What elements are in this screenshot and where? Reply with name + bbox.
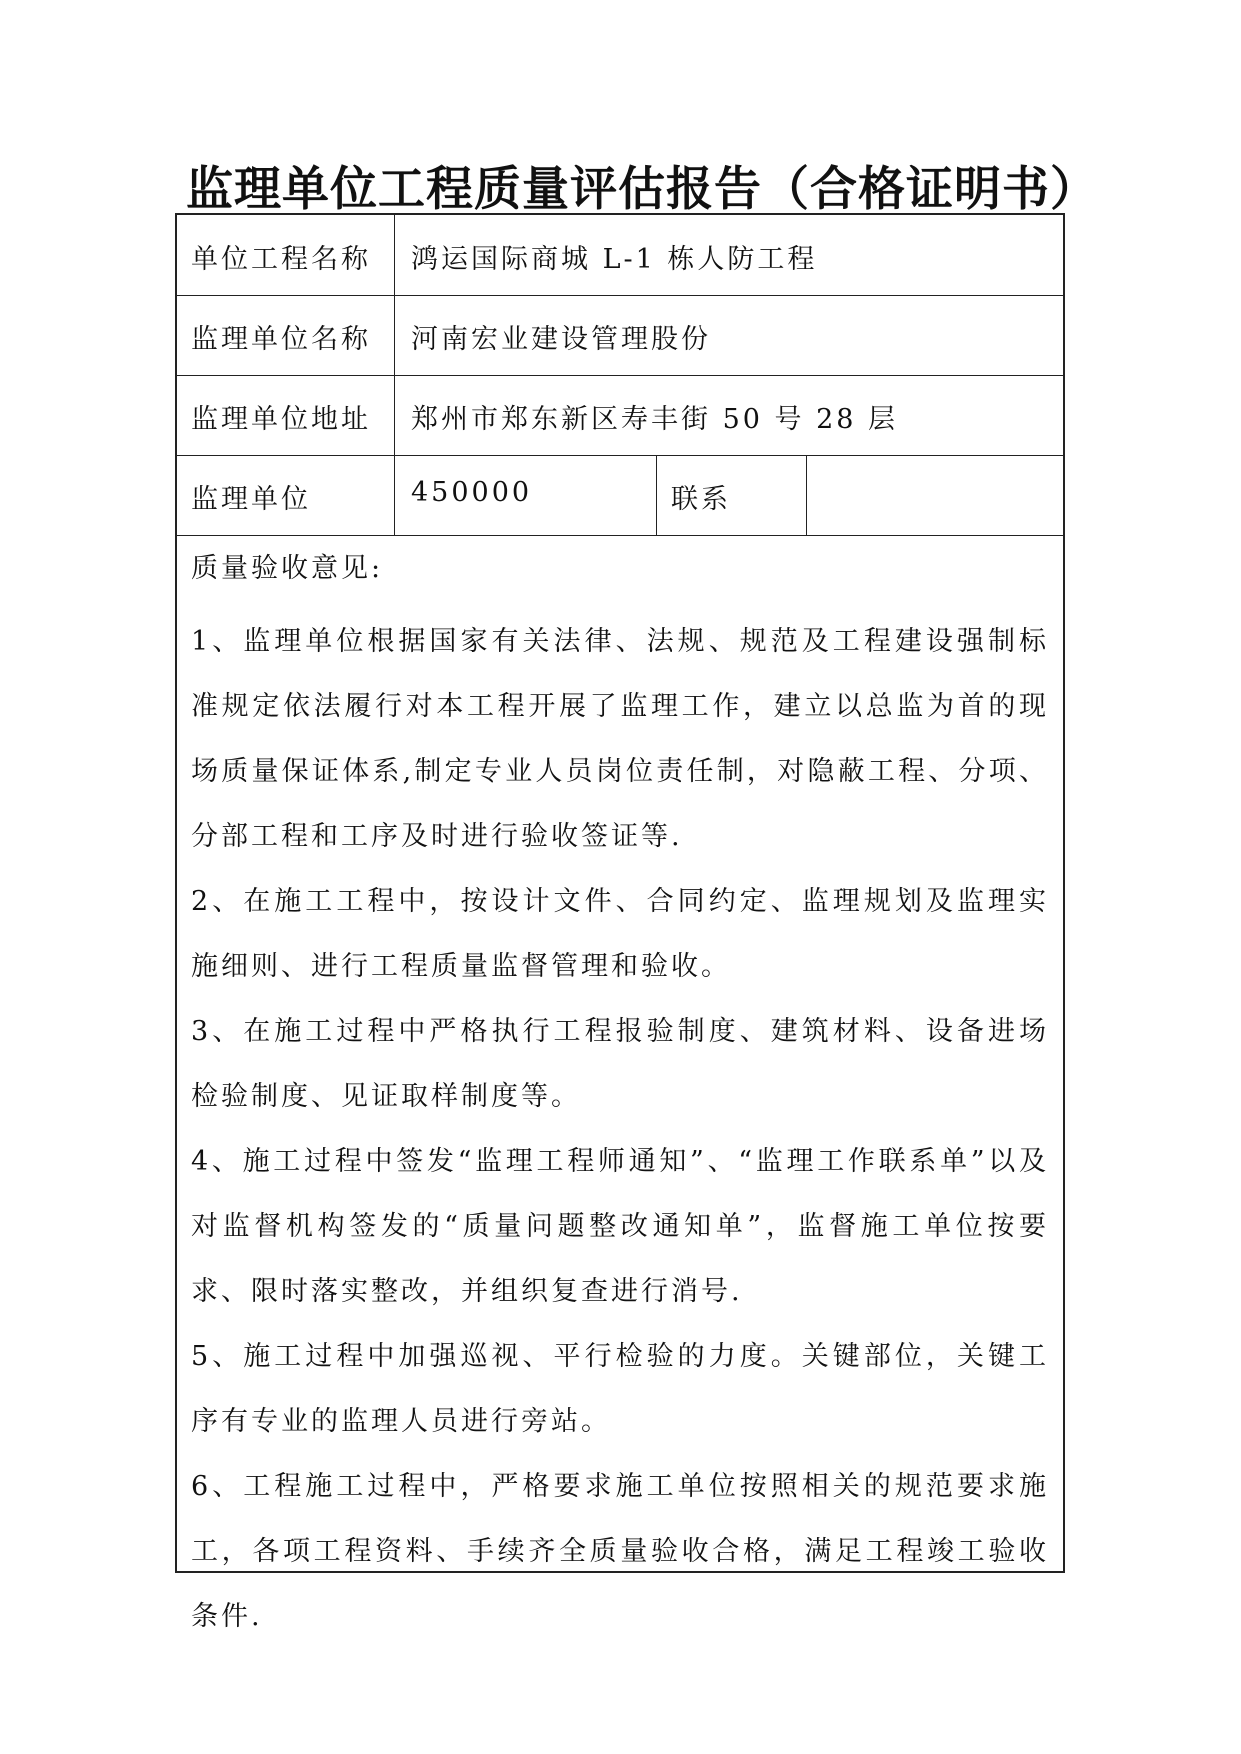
contact-label: 联系 — [671, 484, 731, 515]
evaluation-form-table — [175, 213, 1065, 1632]
supervisor-postal-label-cell — [177, 455, 395, 535]
supervisor-address-label-cell — [177, 375, 395, 455]
opinion-item: 4、施工过程中签发“监理工程师通知”、“监理工作联系单”以及对监督机构签发的“质量问题整改通知单”，监督施工单位按要求、限时落实整改，并组织复查进行消号. — [191, 1146, 1049, 1307]
supervisor-postal-value: 450000 — [411, 477, 533, 508]
supervisor-address-value-cell — [395, 375, 1063, 455]
project-name-value-cell — [395, 215, 1063, 295]
quality-opinion-heading: 质量验收意见: — [191, 553, 384, 584]
supervisor-name-label: 监理单位名称 — [191, 324, 371, 355]
opinion-item: 5、施工过程中加强巡视、平行检验的力度。关键部位，关键工序有专业的监理人员进行旁站。 — [191, 1341, 1049, 1437]
supervisor-name-row — [177, 295, 1063, 376]
supervisor-postal-row — [177, 455, 1063, 536]
supervisor-name-label-cell — [177, 295, 395, 375]
supervisor-name-value: 河南宏业建设管理股份 — [411, 324, 711, 355]
supervisor-postal-label: 监理单位 — [191, 484, 311, 515]
opinion-item: 6、工程施工过程中，严格要求施工单位按照相关的规范要求施工，各项工程资料、手续齐全质量验收合格，满足工程竣工验收条件. — [191, 1471, 1049, 1632]
supervisor-address-value: 郑州市郑东新区寿丰街 50 号 28 层 — [411, 404, 899, 435]
opinion-item: 2、在施工工程中，按设计文件、合同约定、监理规划及监理实施细则、进行工程质量监督管理和验收。 — [191, 886, 1049, 982]
project-name-label-cell — [177, 215, 395, 295]
document-title: 监理单位工程质量评估报告（合格证明书） — [186, 162, 1098, 217]
contact-value-cell — [807, 455, 1063, 535]
supervisor-address-label: 监理单位地址 — [191, 404, 371, 435]
project-name-value: 鸿运国际商城 L-1 栋人防工程 — [411, 244, 818, 275]
contact-label-cell — [657, 455, 807, 535]
quality-opinion-section — [177, 535, 1063, 1632]
supervisor-address-row — [177, 375, 1063, 456]
supervisor-name-value-cell — [395, 295, 1063, 375]
opinion-item: 3、在施工过程中严格执行工程报验制度、建筑材料、设备进场检验制度、见证取样制度等。 — [191, 1016, 1049, 1112]
supervisor-postal-value-cell — [395, 455, 657, 535]
project-name-label: 单位工程名称 — [191, 244, 371, 275]
project-name-row — [177, 215, 1063, 296]
opinion-item: 1、监理单位根据国家有关法律、法规、规范及工程建设强制标准规定依法履行对本工程开展了监理工作，建立以总监为首的现场质量保证体系,制定专业人员岗位责任制，对隐蔽工程、分项、分部工程和工序及时进行验收签证等. — [191, 626, 1049, 852]
